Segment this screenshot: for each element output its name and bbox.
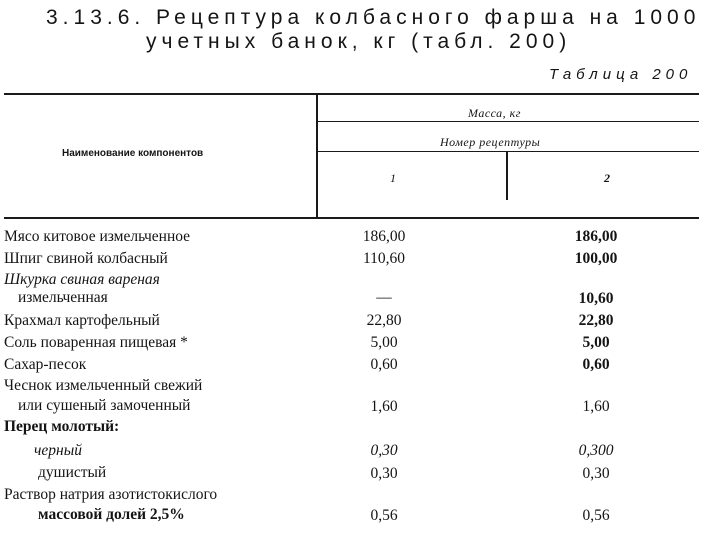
recipe-column-divider (506, 152, 508, 200)
row-value-recipe-2: 186,00 (574, 228, 618, 245)
row-name-continuation: массовой долей 2,5% (38, 506, 185, 523)
row-value-recipe-2: 0,300 (578, 442, 614, 459)
row-value-recipe-1: 0,60 (370, 356, 398, 373)
recipe-1-header: 1 (390, 171, 397, 185)
row-value-recipe-2: 0,30 (582, 465, 610, 482)
row-name: Шпиг свиной колбасный (4, 250, 168, 267)
row-value-recipe-1: 1,60 (370, 398, 398, 415)
row-name: черный (34, 442, 82, 459)
row-value-recipe-2: 1,60 (582, 398, 610, 415)
table-number-label: Таблица 200 (549, 66, 693, 83)
row-name: душистый (38, 464, 107, 481)
row-value-recipe-2: 22,80 (578, 312, 614, 329)
row-value-recipe-1: 186,00 (362, 228, 406, 245)
row-value-recipe-1: 5,00 (370, 334, 398, 351)
page-title-line-1: 3.13.6. Рецептура колбасного фарша на 1000 (46, 6, 701, 29)
row-name: Соль поваренная пищевая * (4, 334, 188, 351)
mass-header-rule (318, 121, 699, 122)
header-bottom-rule (4, 217, 699, 219)
row-name-continuation: или сушеный замоченный (18, 397, 191, 414)
component-column-header: Наименование компонентов (62, 148, 204, 159)
row-name: Крахмал картофельный (4, 312, 160, 329)
row-name: Раствор натрия азотистокислого (4, 486, 218, 503)
table-top-rule (4, 93, 699, 95)
row-value-recipe-2: 0,60 (582, 356, 610, 373)
row-value-recipe-1: 0,30 (370, 442, 398, 459)
row-value-recipe-1: 0,30 (370, 465, 398, 482)
row-value-recipe-1: 0,56 (370, 507, 398, 524)
row-name: Чеснок измельченный свежий (4, 377, 203, 394)
row-value-recipe-1: 22,80 (366, 312, 402, 329)
row-name: Мясо китовое измельченное (4, 228, 191, 245)
row-name: Шкурка свиная вареная (4, 271, 160, 288)
recipe-number-rule (318, 151, 699, 152)
row-value-recipe-1: 110,60 (362, 250, 406, 267)
row-name: Сахар-песок (4, 356, 87, 373)
mass-header: Масса, кг (468, 106, 521, 120)
row-name-continuation: измельченная (18, 289, 108, 306)
recipe-number-header: Номер рецептуры (440, 135, 541, 149)
row-value-recipe-2: 0,56 (582, 507, 610, 524)
recipe-2-header: 2 (604, 171, 611, 185)
header-vertical-divider (316, 95, 318, 217)
row-value-recipe-1: — (376, 289, 392, 306)
row-value-recipe-2: 5,00 (582, 334, 610, 351)
row-value-recipe-2: 100,00 (574, 250, 618, 267)
row-group-heading: Перец молотый: (4, 418, 120, 435)
page-title-line-2: учетных банок, кг (табл. 200) (146, 30, 572, 53)
row-value-recipe-2: 10,60 (578, 290, 614, 307)
